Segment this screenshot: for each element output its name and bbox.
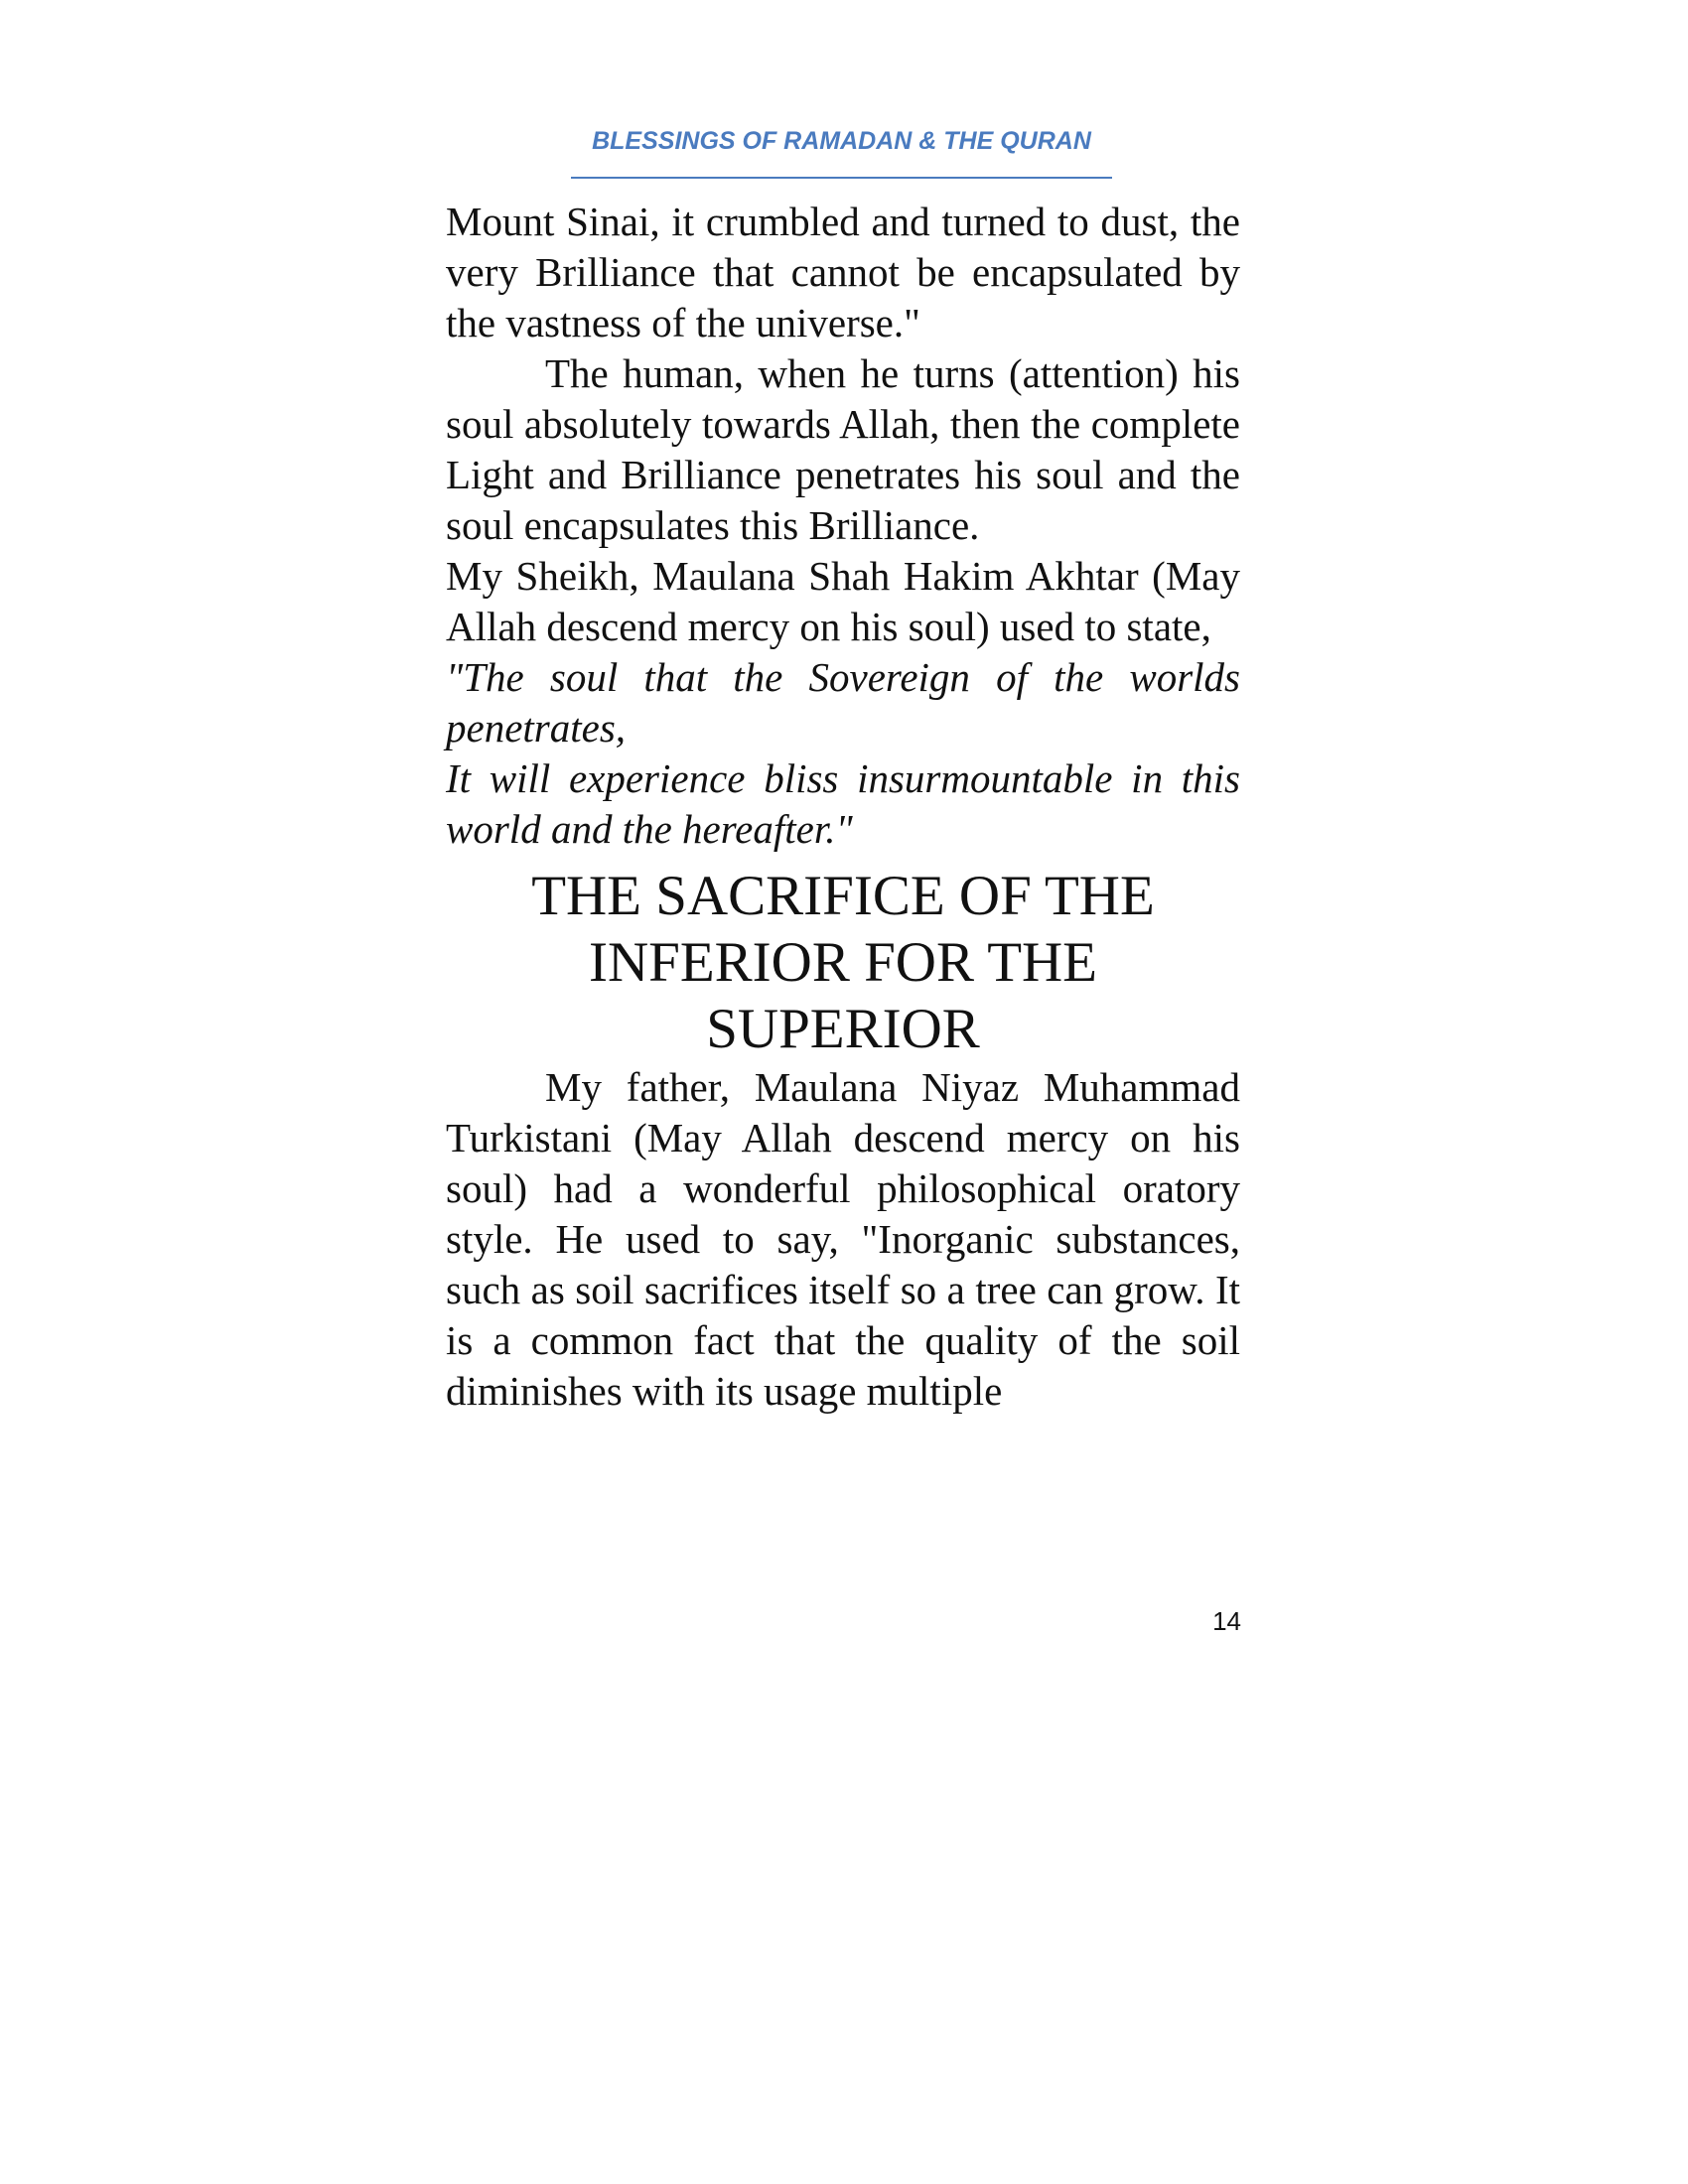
poem-line-1: "The soul that the Sovereign of the worlds penetrates, [446,654,1240,751]
running-header-title: BLESSINGS OF RAMADAN & THE QURAN [592,127,1091,155]
poem-line-2: It will experience bliss insurmountable in this world and the hereafter." [446,755,1240,852]
paragraph-my-sheikh: My Sheikh, Maulana Shah Hakim Akhtar (May Allah descend mercy on his soul) used to state, [446,553,1240,649]
page-number: 14 [1212,1606,1241,1636]
header-divider [571,177,1112,179]
paragraph-mount-sinai: Mount Sinai, it crumbled and turned to dust, the very Brilliance that cannot be encapsulated by the vastness of the universe." [446,199,1240,345]
paragraph-my-father: My father, Maulana Niyaz Muhammad Turkistani (May Allah descend mercy on his soul) had a wonderful philosophical oratory style. He used to say, "Inorganic substances, such as soil sacrifices itself so a tree can grow. It is a common fact that the quality of the soil diminishes with its usage multiple [446,1064,1240,1414]
body-text [446,197,1240,1417]
paragraph-human-soul: The human, when he turns (attention) his soul absolutely towards Allah, then the complete Light and Brilliance penetrates his soul and the soul encapsulates this Brilliance. [446,350,1240,548]
section-heading: THE SACRIFICE OF THE INFERIOR FOR THE SUPERIOR [531,865,1155,1060]
